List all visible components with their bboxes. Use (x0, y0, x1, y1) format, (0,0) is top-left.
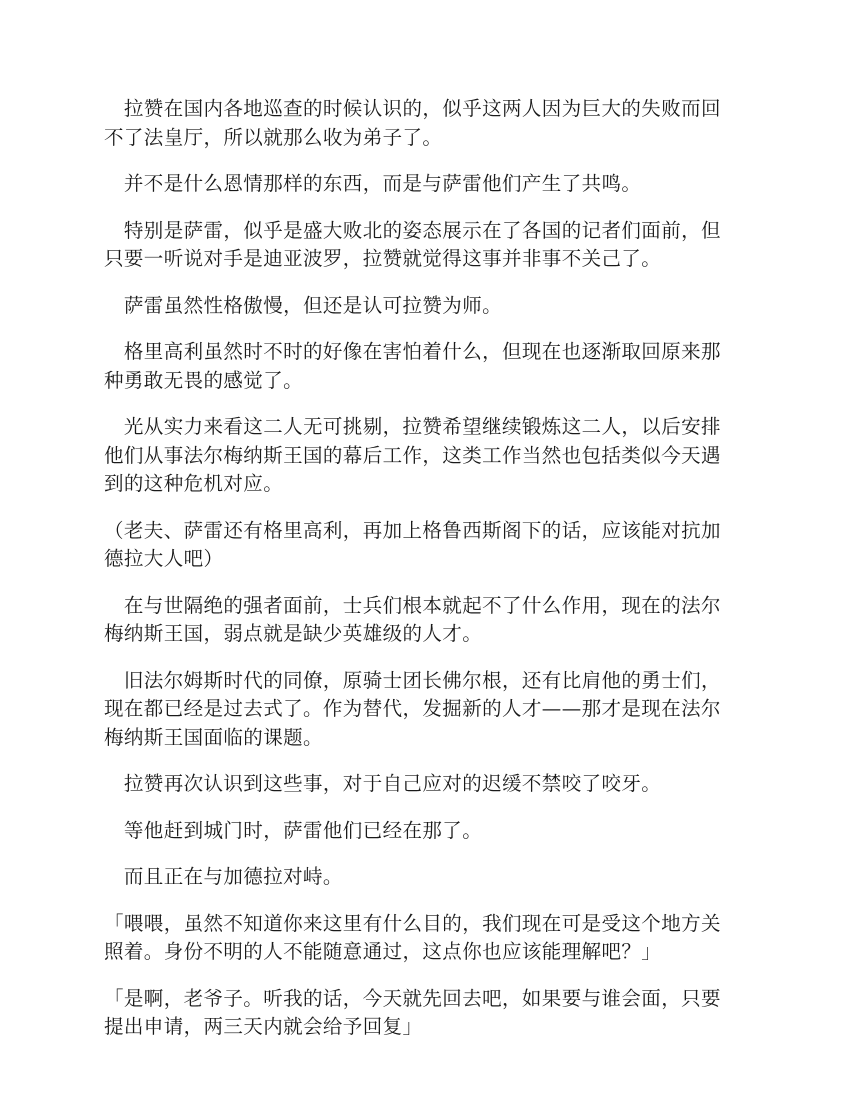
text-line: 提出申请，两三天内就会给予回复」 (104, 1015, 423, 1038)
text-line: 格里高利虽然时不时的好像在害怕着什么，但现在也逐渐取回原来那 (104, 340, 721, 363)
text-line: （老夫、萨雷还有格里高利，再加上格鲁西斯阁下的话，应该能对抗加 (104, 518, 721, 542)
text-line: 等他赶到城门时，萨雷他们已经在那了。 (104, 818, 483, 842)
text-line: 照着。身份不明的人不能随意通过，这点你也应该能理解吧？」 (104, 940, 662, 963)
paragraph (104, 592, 752, 649)
text-line: 而且正在与加德拉对峙。 (104, 865, 343, 888)
text-line: 萨雷虽然性格傲慢，但还是认可拉赞为师。 (104, 293, 503, 317)
text-line: 梅纳斯王国面临的课题。 (104, 725, 323, 749)
text-line: 光从实力来看这二人无可挑剔，拉赞希望继续锻炼这二人，以后安排 (104, 415, 721, 438)
text-line: 不了法皇厅，所以就那么收为弟子了。 (104, 125, 443, 149)
paragraph (104, 910, 752, 967)
paragraph (104, 985, 752, 1042)
text-line: 「是啊，老爷子。听我的话，今天就先回去吧，如果要与谁会面，只要 (104, 986, 721, 1010)
text-line: 拉赞再次认识到这些事，对于自己应对的迟缓不禁咬了咬牙。 (104, 772, 662, 795)
text-line: 在与世隔绝的强者面前，士兵们根本就起不了什么作用，现在的法尔 (104, 593, 721, 617)
paragraph (104, 292, 752, 321)
text-line: 种勇敢无畏的感觉了。 (104, 368, 304, 392)
paragraph (104, 217, 752, 274)
text-line: 拉赞在国内各地巡查的时候认识的，似乎这两人因为巨大的失败而回 (104, 97, 721, 120)
text-line: 只要一听说对手是迪亚波罗，拉赞就觉得这事并非事不关己了。 (104, 247, 662, 270)
paragraph (104, 413, 752, 499)
text-line: 旧法尔姆斯时代的同僚，原骑士团长佛尔根，还有比肩他的勇士们， (104, 668, 721, 692)
document-body (104, 95, 752, 1060)
paragraph (104, 770, 752, 799)
text-line: 现在都已经是过去式了。作为替代，发掘新的人才——那才是现在法尔 (104, 697, 721, 720)
paragraph (104, 95, 752, 152)
text-line: 梅纳斯王国，弱点就是缺少英雄级的人才。 (104, 622, 483, 645)
paragraph (104, 338, 752, 395)
text-line: 特别是萨雷，似乎是盛大败北的姿态展示在了各国的记者们面前，但 (104, 218, 721, 242)
paragraph (104, 667, 752, 753)
paragraph (104, 517, 752, 574)
text-line: 并不是什么恩情那样的东西，而是与萨雷他们产生了共鸣。 (104, 172, 642, 195)
text-line: 到的这种危机对应。 (104, 472, 284, 495)
text-line: 德拉大人吧） (104, 547, 224, 570)
paragraph (104, 170, 752, 199)
paragraph (104, 817, 752, 846)
text-line: 「喂喂，虽然不知道你来这里有什么目的，我们现在可是受这个地方关 (104, 911, 721, 935)
paragraph (104, 863, 752, 892)
text-line: 他们从事法尔梅纳斯王国的幕后工作，这类工作当然也包括类似今天遇 (104, 443, 721, 467)
